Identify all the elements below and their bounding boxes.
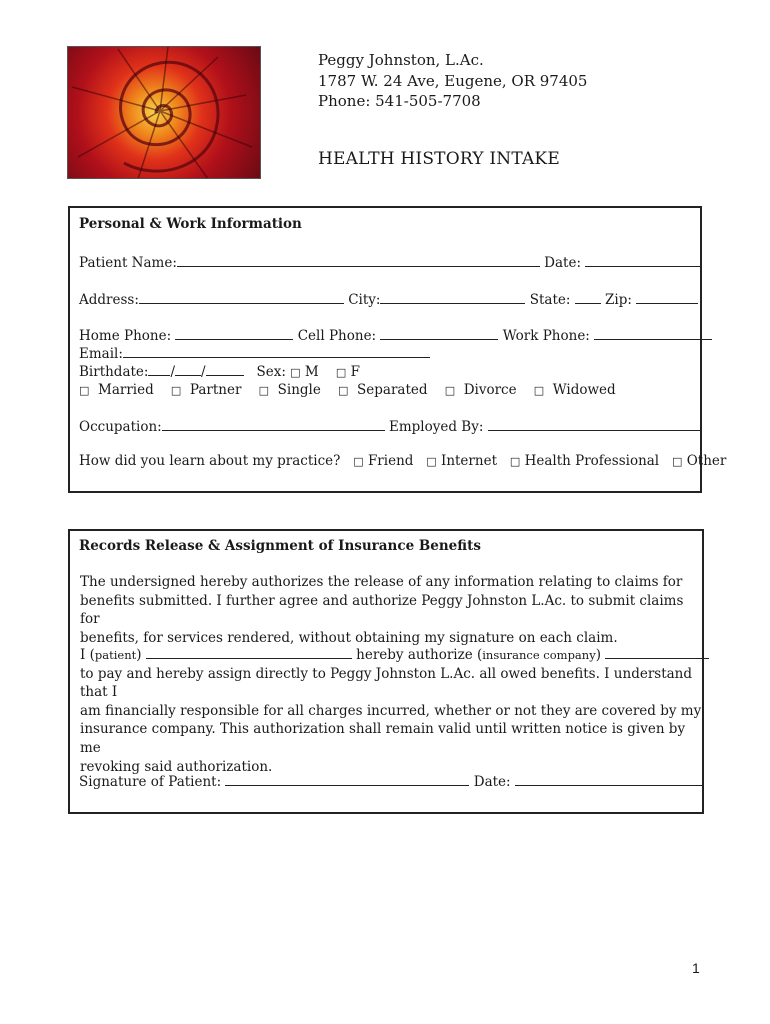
marital-option-divorce[interactable]: □ Divorce (444, 382, 517, 398)
section-heading: Personal & Work Information (79, 216, 302, 232)
checkbox-icon[interactable]: □ (335, 366, 347, 379)
city-field[interactable] (380, 291, 525, 304)
checkbox-icon[interactable]: □ (353, 455, 364, 468)
paragraph-line: The undersigned hereby authorizes the release of any information relating to claims for (80, 574, 683, 590)
employed-by-label: Employed By: (388, 419, 484, 435)
signature-label: Signature of Patient: (79, 774, 222, 790)
checkbox-icon[interactable]: □ (79, 384, 90, 397)
patient-name-label: Patient Name: (79, 255, 177, 271)
address-row (79, 291, 698, 308)
city-label: City: (348, 292, 381, 308)
home-phone-label: Home Phone: (79, 328, 172, 344)
referral-question: How did you learn about my practice? (79, 453, 341, 469)
practitioner-phone: Phone: 541-505-7708 (318, 92, 481, 110)
personal-work-section (68, 206, 727, 493)
insurance-company-field[interactable] (605, 646, 709, 659)
cell-phone-field[interactable] (380, 327, 498, 340)
marital-option-separated[interactable]: □ Separated (338, 382, 428, 398)
sex-option-f[interactable]: □ F (335, 364, 360, 380)
records-release-section (68, 529, 704, 814)
state-field[interactable] (575, 291, 601, 304)
email-row (79, 345, 430, 362)
signature-field[interactable] (225, 773, 469, 786)
paragraph-line: to pay and hereby assign directly to Peggy Johnston L.Ac. all owed benefits. I understand that I (80, 665, 693, 701)
checkbox-icon[interactable]: □ (338, 384, 349, 397)
authorization-line: I (patient) hereby authorize (insurance company) (80, 646, 709, 665)
paragraph-line: benefits, for services rendered, without obtaining my signature on each claim. (80, 629, 618, 646)
checkbox-icon[interactable]: □ (509, 455, 521, 468)
practitioner-address: 1787 W. 24 Ave, Eugene, OR 97405 (318, 71, 588, 90)
work-phone-field[interactable] (594, 327, 712, 340)
checkbox-icon[interactable]: □ (170, 384, 182, 397)
phone-row (79, 327, 712, 344)
date-separator: / (201, 364, 206, 380)
occupation-field[interactable] (162, 418, 385, 431)
release-paragraph (80, 573, 702, 647)
paragraph-line: revoking said authorization. (80, 758, 273, 775)
marital-status-row (79, 382, 616, 398)
checkbox-icon[interactable]: □ (672, 455, 683, 468)
home-phone-field[interactable] (175, 327, 293, 340)
paragraph-line: benefits submitted. I further agree and authorize Peggy Johnston L.Ac. to submit claims for (80, 592, 684, 628)
paragraph-line: am financially responsible for all charges incurred, whether or not they are covered by my (80, 702, 702, 719)
date-field[interactable] (515, 773, 703, 786)
zip-field[interactable] (636, 291, 698, 304)
marital-option-married[interactable]: □ Married (79, 382, 154, 398)
work-phone-label: Work Phone: (502, 328, 590, 344)
paragraph-line: insurance company. This authorization shall remain valid until written notice is given by me (80, 721, 686, 756)
email-label: Email: (79, 346, 123, 362)
employed-by-field[interactable] (488, 418, 700, 431)
referral-option-internet[interactable]: □ Internet (426, 453, 497, 469)
nautilus-logo (67, 46, 261, 179)
signature-row (79, 773, 703, 790)
patient-name-field[interactable] (146, 646, 352, 659)
birth-day-field[interactable] (175, 363, 201, 376)
birthdate-sex-row (79, 363, 360, 380)
marital-option-partner[interactable]: □ Partner (170, 382, 242, 398)
authorization-paragraph (80, 646, 709, 776)
birth-month-field[interactable] (148, 363, 170, 376)
checkbox-icon[interactable]: □ (426, 455, 437, 468)
patient-name-field[interactable] (177, 254, 540, 267)
checkbox-icon[interactable]: □ (290, 366, 301, 379)
section-heading: Records Release & Assignment of Insurance Benefits (79, 538, 481, 554)
zip-label: Zip: (605, 292, 632, 308)
occupation-row (79, 418, 700, 435)
marital-option-widowed[interactable]: □ Widowed (533, 382, 616, 398)
checkbox-icon[interactable]: □ (444, 384, 456, 397)
email-field[interactable] (123, 345, 430, 358)
cell-phone-label: Cell Phone: (297, 328, 377, 344)
referral-option-friend[interactable]: □ Friend (353, 453, 414, 469)
date-separator: / (170, 364, 176, 380)
marital-option-single[interactable]: □ Single (258, 382, 321, 398)
page-number: 1 (692, 960, 700, 976)
birthdate-label: Birthdate: (79, 364, 149, 380)
checkbox-icon[interactable]: □ (258, 384, 270, 397)
practitioner-name: Peggy Johnston, L.Ac. (318, 51, 484, 69)
document-title: HEALTH HISTORY INTAKE (318, 149, 560, 169)
referral-row (79, 453, 726, 469)
date-field[interactable] (585, 254, 702, 267)
address-label: Address: (79, 292, 139, 308)
state-label: State: (529, 292, 571, 308)
practitioner-header (318, 50, 587, 112)
referral-option-health-professional[interactable]: □ Health Professional (509, 453, 660, 469)
date-label: Date: (473, 774, 511, 790)
referral-option-other[interactable]: □ Other (672, 453, 727, 469)
occupation-label: Occupation: (79, 419, 162, 435)
patient-name-row (79, 254, 702, 271)
insurance-hint: insurance company (482, 648, 596, 662)
birth-year-field[interactable] (206, 363, 244, 376)
sex-option-m[interactable]: □ M (290, 364, 319, 380)
date-label: Date: (544, 255, 582, 271)
sex-label: Sex: (256, 364, 286, 380)
checkbox-icon[interactable]: □ (533, 384, 545, 397)
patient-hint: patient (94, 648, 137, 662)
address-field[interactable] (139, 291, 344, 304)
